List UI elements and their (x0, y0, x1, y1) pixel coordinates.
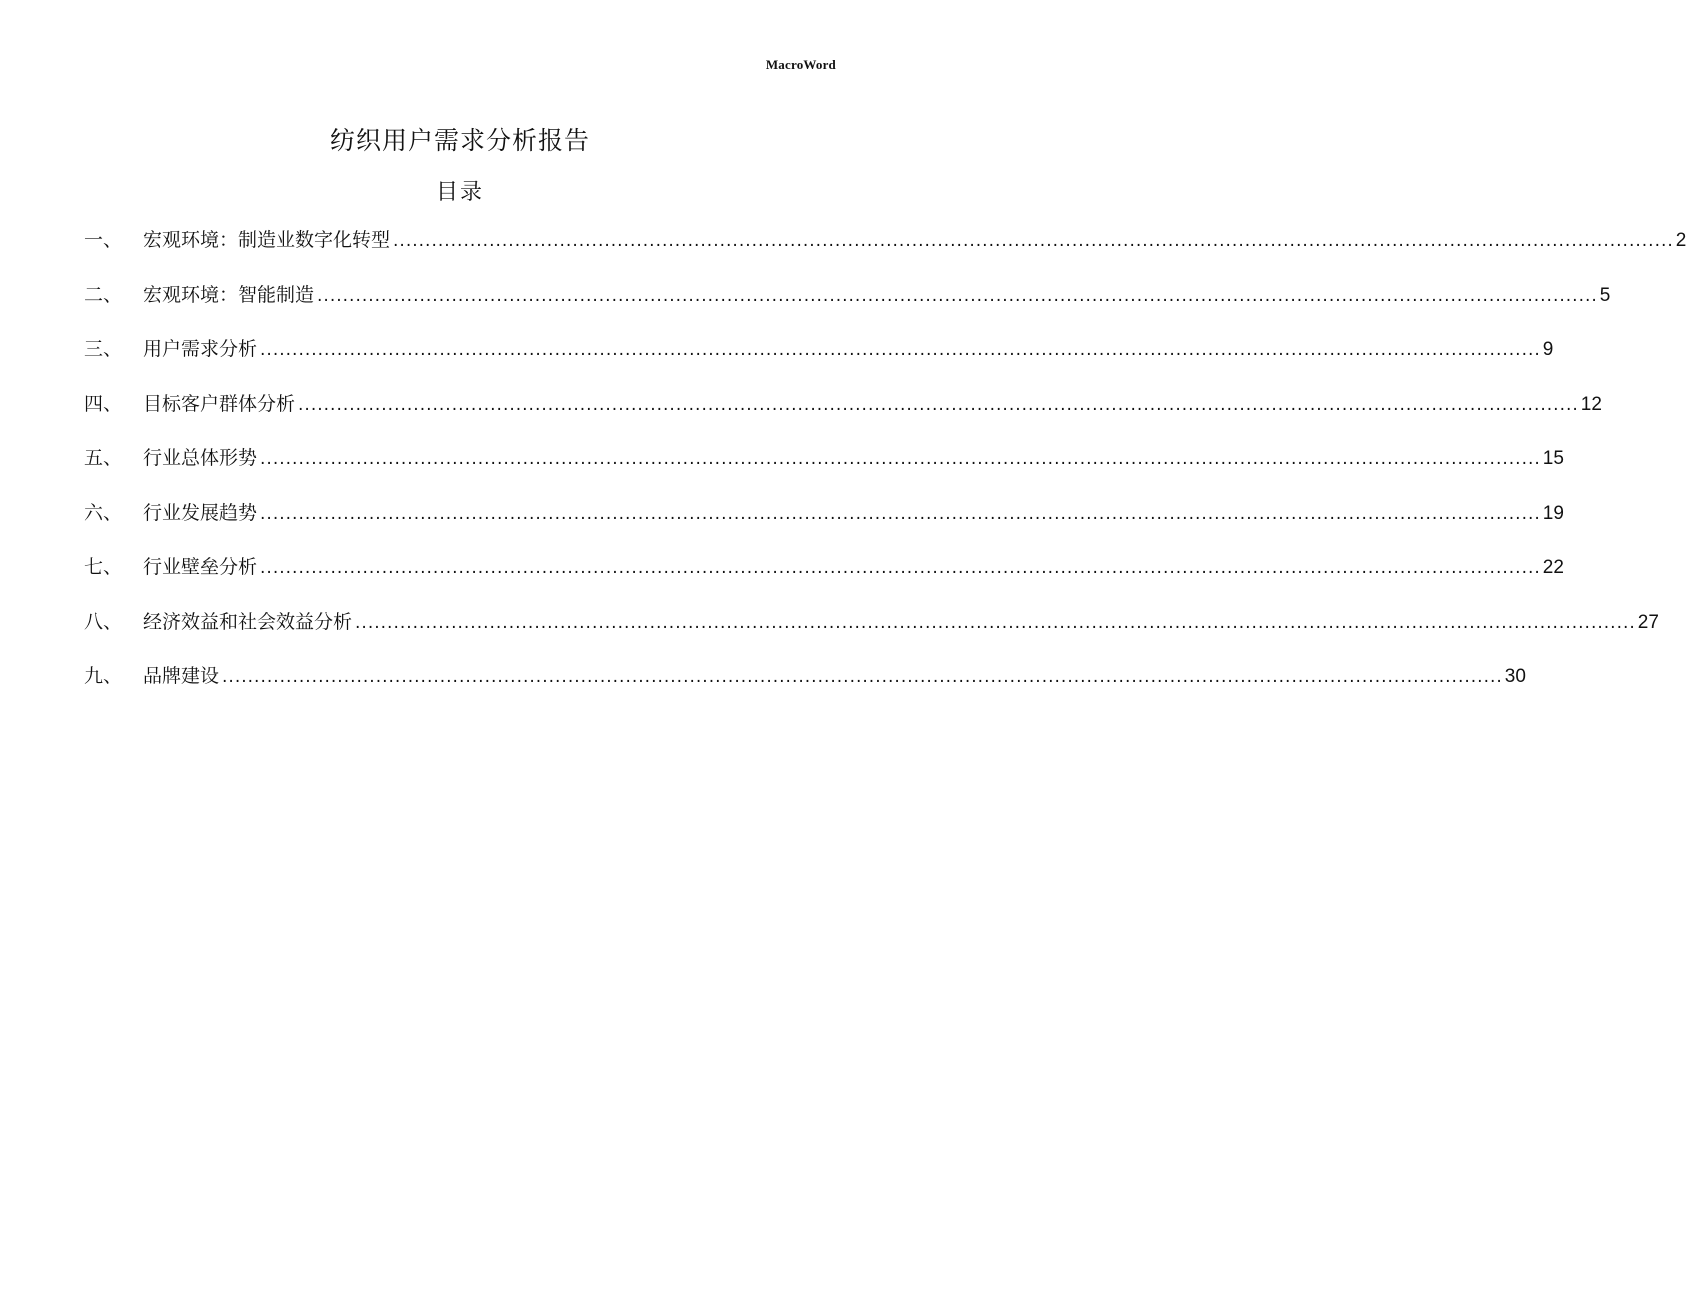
toc-dot-leader: ........................................................................................................................................................................................................ (222, 667, 1503, 687)
document-title: 纺织用户需求分析报告 (329, 126, 590, 155)
toc-entry-page: 19 (1542, 502, 1564, 524)
toc-entry-title: 行业壁垒分析 (143, 556, 258, 578)
toc-entry-title: 行业发展趋势 (143, 501, 258, 524)
toc-dot-leader: ........................................................................................................................................................................................................ (260, 503, 1541, 524)
toc-dot-leader: ........................................................................................................................................................................................................ (298, 394, 1579, 415)
toc-entry-title: 宏观环境：智能制造 (143, 283, 315, 306)
toc-entry-number: 五、 (84, 447, 123, 469)
toc-entry-title: 行业总体形势 (143, 447, 258, 469)
toc-entry[interactable] (84, 334, 1554, 389)
toc-dot-leader: ........................................................................................................................................................................................................ (355, 612, 1636, 633)
toc-entry-title: 品牌建设 (143, 665, 220, 687)
toc-entry-number: 四、 (84, 392, 123, 415)
toc-entry[interactable] (84, 225, 1686, 280)
toc-entry-page: 5 (1599, 284, 1611, 306)
toc-entry[interactable] (84, 443, 1564, 498)
toc-entry[interactable] (84, 607, 1659, 662)
toc-entry-title: 经济效益和社会效益分析 (143, 610, 353, 633)
toc-entry-number: 六、 (84, 501, 123, 524)
toc-entry-number: 七、 (84, 556, 123, 578)
toc-entry[interactable] (84, 661, 1526, 716)
toc-entry-page: 22 (1542, 557, 1564, 578)
toc-entry[interactable] (84, 280, 1611, 335)
toc-entry-title: 目标客户群体分析 (143, 392, 296, 415)
toc-entry-title: 宏观环境：制造业数字化转型 (143, 229, 391, 251)
header-brand: MacroWord (765, 57, 836, 72)
toc-entry-page: 2 (1675, 230, 1686, 251)
toc-entry-page: 27 (1637, 611, 1659, 633)
toc-entry[interactable] (84, 552, 1564, 607)
toc-entry-page: 15 (1542, 448, 1564, 469)
toc-dot-leader: ........................................................................................................................................................................................................ (260, 340, 1541, 360)
toc-entry-page: 9 (1542, 339, 1554, 360)
toc-dot-leader: ........................................................................................................................................................................................................ (317, 285, 1598, 306)
toc-entry-number: 二、 (84, 283, 123, 306)
toc-heading: 目录 (435, 180, 484, 205)
toc-entry-number: 九、 (84, 665, 123, 687)
toc-entry-page: 12 (1580, 393, 1602, 415)
toc-entry-page: 30 (1504, 666, 1526, 687)
toc-dot-leader: ........................................................................................................................................................................................................ (260, 558, 1541, 578)
toc-entry-title: 用户需求分析 (143, 338, 258, 360)
table-of-contents (84, 225, 1686, 716)
toc-entry-number: 三、 (84, 338, 123, 360)
toc-entry-number: 八、 (84, 610, 123, 633)
toc-entry[interactable] (84, 498, 1564, 553)
toc-entry-number: 一、 (84, 229, 123, 251)
toc-entry[interactable] (84, 389, 1602, 444)
toc-dot-leader: ........................................................................................................................................................................................................ (260, 449, 1541, 469)
toc-dot-leader: ........................................................................................................................................................................................................ (393, 231, 1674, 251)
